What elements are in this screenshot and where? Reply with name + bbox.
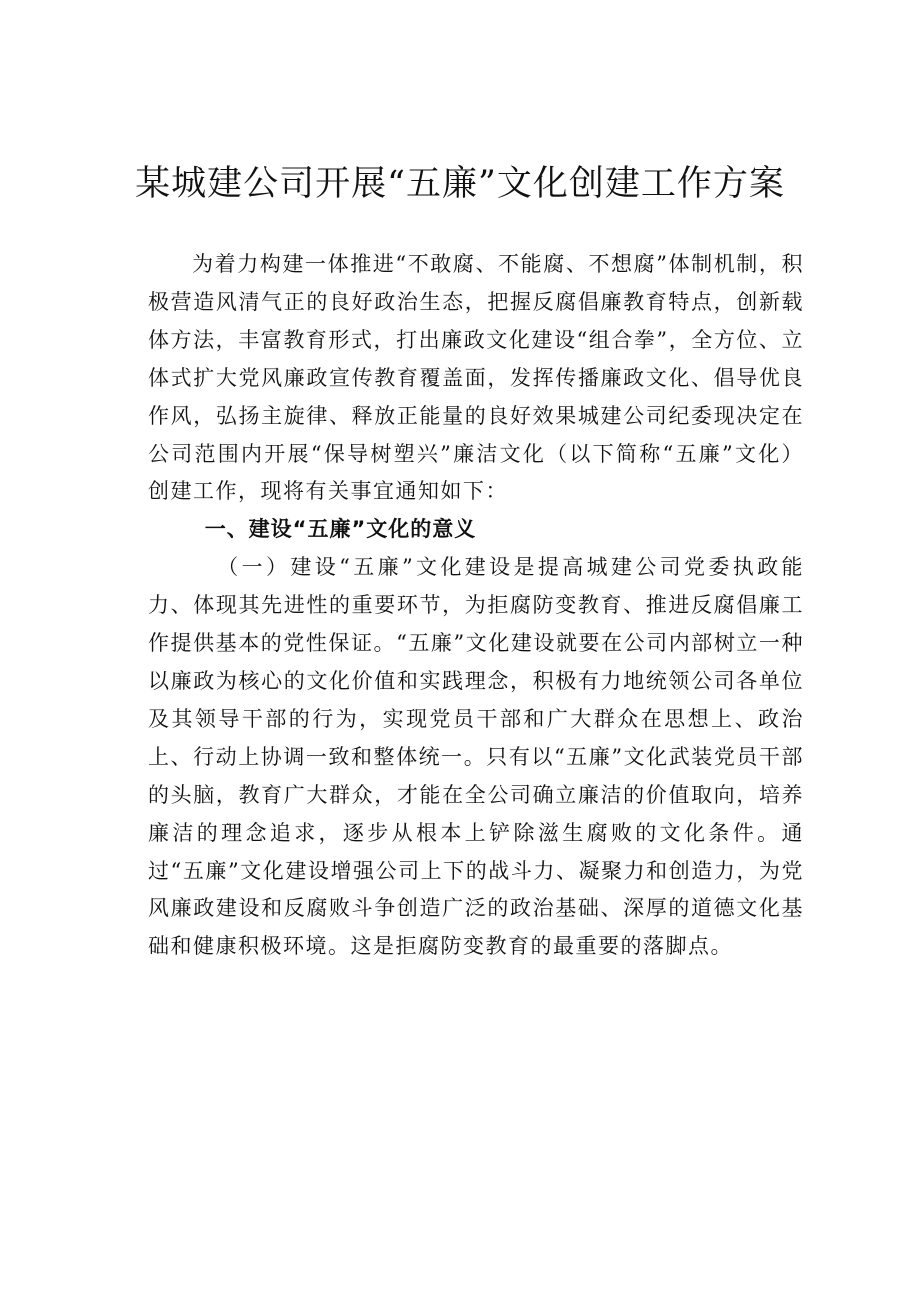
section-heading: 一、建设“五廉”文化的意义: [204, 517, 477, 542]
document-body: [148, 246, 804, 966]
intro-paragraph: 为着力构建一体推进“不敢腐、不能腐、不想腐”体制机制，积极营造风清气正的良好政治生态，把握反腐倡廉教育特点，创新载体方法，丰富教育形式，打出廉政文化建设“组合拳”，全方位、立体式扩大党风廉政宣传教育覆盖面，发挥传播廉政文化、倡导优良作风，弘扬主旋律、释放正能量的良好效果城建公司纪委现决定在公司范围内开展“保导树塑兴”廉洁文化（以下简称“五廉”文化）创建工作，现将有关事宜通知如下：: [148, 252, 804, 504]
section-paragraph: （一）建设“五廉”文化建设是提高城建公司党委执政能力、体现其先进性的重要环节，为拒腐防变教育、推进反腐倡廉工作提供基本的党性保证。“五廉”文化建设就要在公司内部树立一种以廉政为核心的文化价值和实践理念，积极有力地统领公司各单位及其领导干部的行为，实现党员干部和广大群众在思想上、政治上、行动上协调一致和整体统一。只有以“五廉”文化武装党员干部的头脑，教育广大群众，才能在全公司确立廉洁的价值取向，培养廉洁的理念追求，逐步从根本上铲除滋生腐败的文化条件。通过“五廉”文化建设增强公司上下的战斗力、凝聚力和创造力，为党风廉政建设和反腐败斗争创造广泛的政治基础、深厚的道德文化基础和健康积极环境。这是拒腐防变教育的最重要的落脚点。: [148, 555, 804, 959]
document-title: 某城建公司开展“五廉”文化创建工作方案: [135, 164, 785, 204]
